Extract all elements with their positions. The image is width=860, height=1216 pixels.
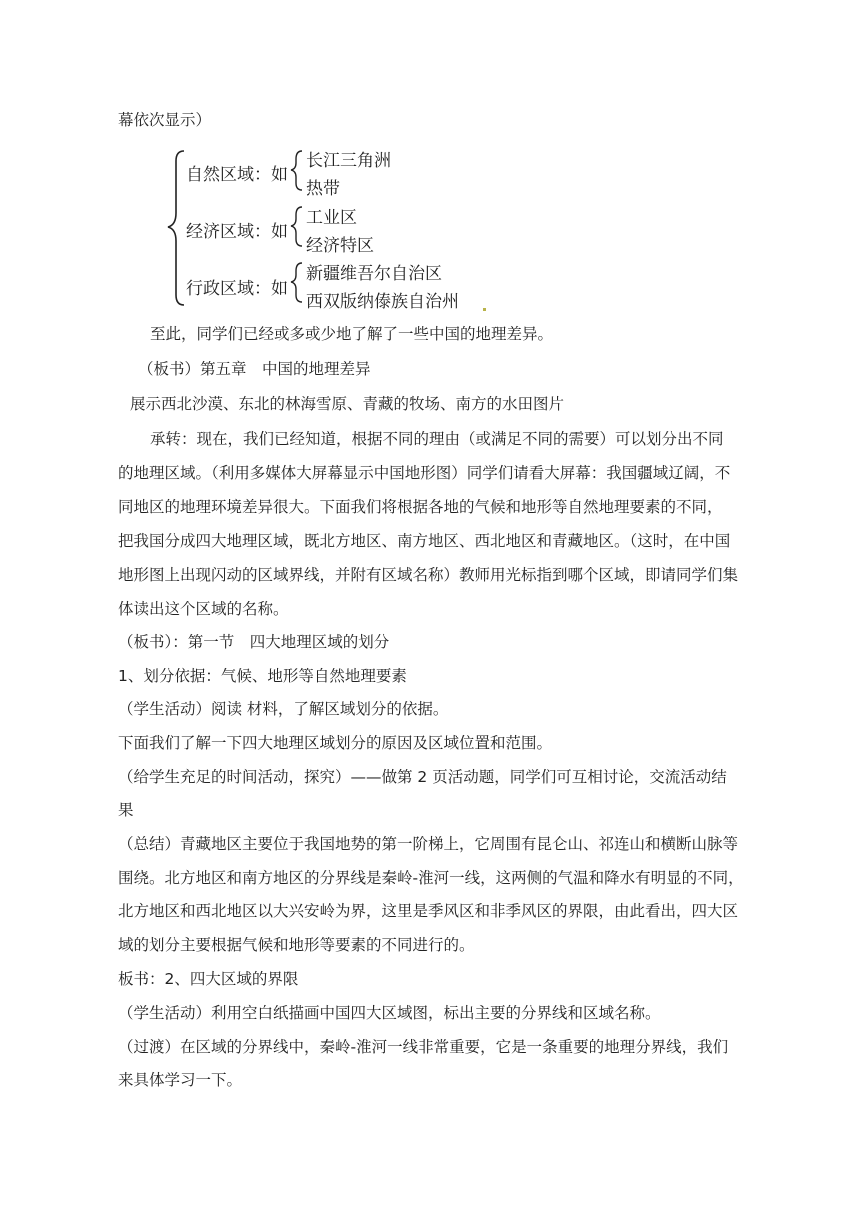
outer-brace — [168, 151, 184, 305]
board-note: （板书）第五章 中国的地理差异 — [138, 360, 371, 378]
paragraph: 承转：现在，我们已经知道，根据不同的理由（或满足不同的需要）可以划分出不同 — [150, 430, 724, 448]
brace-natural — [291, 151, 302, 190]
group-label-economic: 经济区域：如 — [186, 222, 288, 242]
brace-economic — [291, 207, 302, 246]
paragraph: （过渡）在区域的分界线中，秦岭-淮河一线非常重要，它是一条重要的地理分界线，我们 — [118, 1038, 729, 1056]
group-label-administrative: 行政区域：如 — [186, 279, 288, 299]
stray-mark — [483, 308, 486, 311]
paragraph: 果 — [118, 801, 134, 819]
group-item: 热带 — [306, 179, 340, 199]
paragraph: 1、划分依据：气候、地形等自然地理要素 — [118, 667, 407, 685]
group-item: 经济特区 — [306, 236, 374, 256]
paragraph: 域的划分主要根据气候和地形等要素的不同进行的。 — [118, 936, 475, 954]
paragraph: （总结）青藏地区主要位于我国地势的第一阶梯上，它周围有昆仑山、祁连山和横断山脉等 — [118, 835, 739, 853]
paragraph: 同地区的地理环境差异很大。下面我们将根据各地的气候和地形等自然地理要素的不同， — [118, 498, 723, 516]
paragraph: （学生活动）阅读 材料，了解区域划分的依据。 — [118, 700, 449, 718]
group-item: 新疆维吾尔自治区 — [306, 264, 442, 284]
paragraph: 来具体学习一下。 — [118, 1071, 243, 1089]
classification-diagram — [160, 145, 500, 315]
paragraph: 的地理区域。（利用多媒体大屏幕显示中国地形图）同学们请看大屏幕：我国疆域辽阔，不 — [118, 464, 731, 482]
paragraph: 把我国分成四大地理区域，既北方地区、南方地区、西北地区和青藏地区。（这时，在中国 — [118, 532, 731, 550]
brace-admin — [291, 263, 302, 302]
board-note: 板书：2、四大区域的界限 — [118, 970, 299, 988]
intro-fragment: 幕依次显示） — [118, 111, 212, 129]
group-item: 西双版纳傣族自治州 — [306, 292, 459, 312]
paragraph: 围绕。北方地区和南方地区的分界线是秦岭-淮河一线，这两侧的气温和降水有明显的不同， — [118, 869, 744, 887]
group-item: 工业区 — [306, 208, 357, 228]
board-note: （板书）：第一节 四大地理区域的划分 — [118, 633, 390, 651]
paragraph: 体读出这个区域的名称。 — [118, 600, 289, 618]
paragraph: （学生活动）利用空白纸描画中国四大区域图，标出主要的分界线和区域名称。 — [118, 1004, 661, 1022]
paragraph: 下面我们了解一下四大地理区域划分的原因及区域位置和范围。 — [118, 734, 553, 752]
group-label-natural: 自然区域：如 — [186, 165, 288, 185]
paragraph: 地形图上出现闪动的区域界线，并附有区域名称）教师用光标指到哪个区域，即请同学们集 — [118, 566, 739, 584]
paragraph: 展示西北沙漠、东北的林海雪原、青藏的牧场、南方的水田图片 — [130, 395, 565, 413]
group-item: 长江三角洲 — [306, 151, 391, 171]
paragraph: 北方地区和西北地区以大兴安岭为界，这里是季风区和非季风区的界限，由此看出，四大区 — [118, 902, 739, 920]
paragraph: 至此，同学们已经或多或少地了解了一些中国的地理差异。 — [150, 325, 554, 343]
paragraph: （给学生充足的时间活动，探究）——做第 2 页活动题，同学们可互相讨论，交流活动结 — [118, 768, 727, 786]
